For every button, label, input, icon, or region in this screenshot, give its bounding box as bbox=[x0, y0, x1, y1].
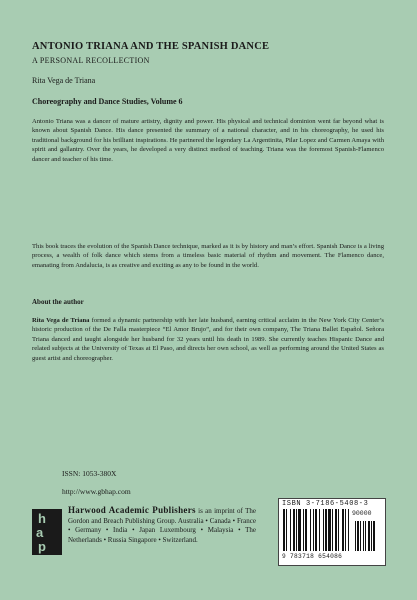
description-paragraph-1: Antonio Triana was a dancer of mature artistry, dignity and power. His physical and technical dominion went far beyond what is known about Spanish Dance. His dance presented the summary of a national character, and in his choreography, he used his traditional background for his brilliant inspirations. He partnered the legendary La Argentinita, Pilar Lopez and Carmen Amaya with spirit and gallantry. Over the years, he developed a very distinct method of teaching. Triana was the foremost Spanish-Flamenco dancer and teacher of his time. bbox=[32, 118, 384, 163]
publisher-logo bbox=[32, 509, 62, 555]
author-bio bbox=[32, 316, 384, 363]
price-code: 90000 bbox=[352, 510, 372, 517]
issn-number: ISSN: 1053-380X bbox=[62, 469, 117, 478]
barcode-bars bbox=[281, 509, 381, 553]
publisher-name: Harwood Academic Publishers bbox=[68, 505, 196, 515]
series-title: Choreography and Dance Studies, Volume 6 bbox=[32, 97, 183, 106]
isbn-number: ISBN 3-7186-5408-3 bbox=[282, 500, 369, 508]
description-paragraph-2: This book traces the evolution of the Spanish Dance technique, marked as it is by history and man’s effort. Spanish Dance is a living process, a wealth of folk dance which stems from a timeless basic material of rhythm and movement. The Flamenco dance, emanating from Andalucia, is as creative and exciting as any to be found in the world. bbox=[32, 243, 384, 269]
author-bio-name: Rita Vega de Triana bbox=[32, 317, 90, 324]
author-bio-text: formed a dynamic partnership with her late husband, earning critical acclaim in the New York City Center’s historic production of the De Falla masterpiece “El Amor Brujo”, and for their own company, The Triana Ballet Español. Señora Triana danced and taught alongside her husband for 32 years until his death in 1989. She currently teaches Hispanic Dance and related subjects at the University of Texas at El Paso, and directs her own school, as well as performing around the United States as guest artist and choreographer. bbox=[32, 317, 384, 362]
svg-text:a: a bbox=[36, 525, 44, 540]
publisher-text: is an imprint of The Gordon and Breach Publishing Group. Australia • Canada • France • Germany • India • Japan Luxembourg • Malaysia • The Netherlands • Russia Singapore • Switzerland. bbox=[68, 507, 256, 544]
book-author: Rita Vega de Triana bbox=[32, 76, 96, 85]
ean-digits: 9 783718 654086 bbox=[282, 553, 343, 560]
publisher-info bbox=[68, 506, 256, 545]
book-title: ANTONIO TRIANA AND THE SPANISH DANCE bbox=[32, 41, 270, 52]
publisher-url: http://www.gbhap.com bbox=[62, 487, 131, 496]
about-author-heading: About the author bbox=[32, 298, 84, 306]
book-subtitle: A PERSONAL RECOLLECTION bbox=[32, 56, 150, 65]
svg-text:h: h bbox=[38, 511, 46, 526]
svg-text:p: p bbox=[38, 539, 46, 554]
